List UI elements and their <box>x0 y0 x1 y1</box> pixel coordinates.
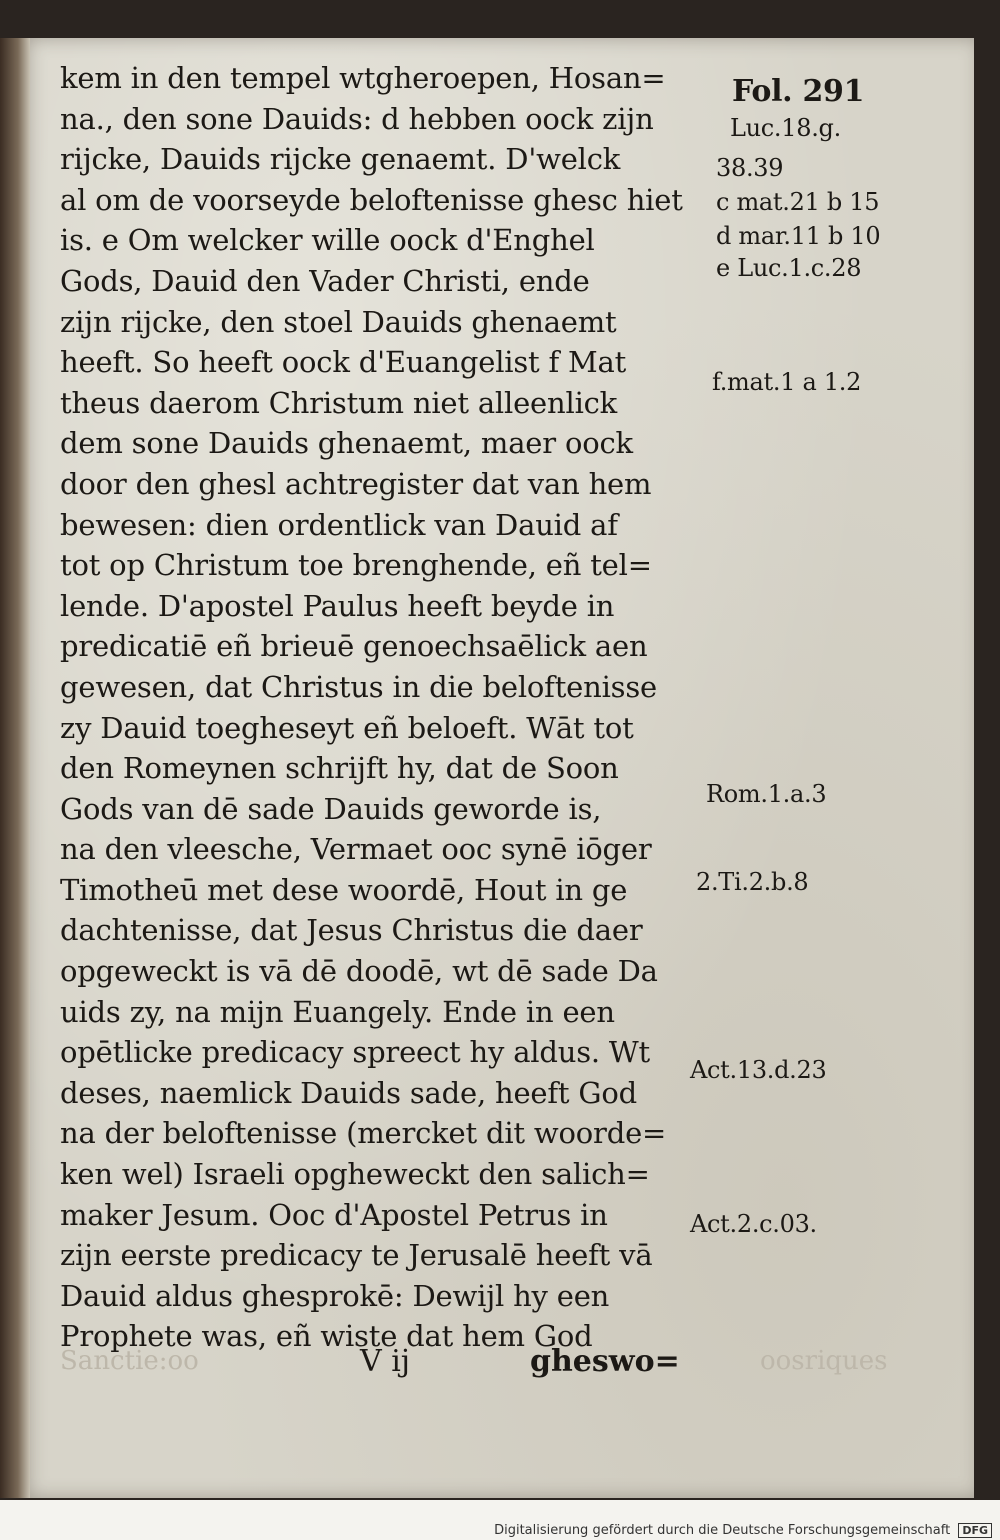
text-line: zijn rijcke, den stoel Dauids ghenaemt <box>60 304 617 339</box>
text-line: Gods van dē sade Dauids geworde is, <box>60 791 602 826</box>
margin-note: Act.2.c.03. <box>690 1210 817 1238</box>
text-line: Timotheū met dese woordē, Hout in ge <box>60 872 628 907</box>
body-text <box>60 58 720 1357</box>
signature-mark: V ij <box>360 1344 411 1379</box>
text-line: na den vleesche, Vermaet ooc synē iōger <box>60 832 652 867</box>
text-line: opētlicke predicacy spreect hy aldus. Wt <box>60 1035 650 1070</box>
dfg-logo: DFG <box>958 1523 992 1538</box>
text-line: rijcke, Dauids rijcke genaemt. D'welck <box>60 142 621 177</box>
text-line: uids zy, na mijn Euangely. Ende in een <box>60 994 615 1029</box>
text-line: tot op Christum toe brenghende, eñ tel= <box>60 548 652 583</box>
text-line: bewesen: dien ordentlick van Dauid af <box>60 507 618 542</box>
text-line: den Romeynen schrijft hy, dat de Soon <box>60 751 619 786</box>
text-line: deses, naemlick Dauids sade, heeft God <box>60 1075 637 1110</box>
text-line: Prophete was, eñ wiste dat hem God <box>60 1319 593 1354</box>
text-line: dem sone Dauids ghenaemt, maer oock <box>60 426 633 461</box>
text-line: na., den sone Dauids: d hebben oock zijn <box>60 101 654 136</box>
folio-number: Fol. 291 <box>732 74 865 109</box>
bleed-through-text: oosriques <box>760 1346 888 1376</box>
text-line: heeft. So heeft oock d'Euangelist f Mat <box>60 345 627 380</box>
text-line: opgeweckt is vā dē doodē, wt dē sade Da <box>60 954 658 989</box>
text-line: kem in den tempel wtgheroepen, Hosan= <box>60 61 666 95</box>
margin-note: 38.39 <box>716 154 784 182</box>
margin-note: d mar.11 b 10 <box>716 222 881 250</box>
margin-note: Luc.18.g. <box>730 114 841 142</box>
text-line: Gods, Dauid den Vader Christi, ende <box>60 263 590 298</box>
bleed-through-text: Sanctie:oo <box>60 1346 199 1376</box>
credit-text: Digitalisierung gefördert durch die Deutsche Forschungsgemeinschaft <box>494 1523 951 1538</box>
text-line: dachtenisse, dat Jesus Christus die daer <box>60 913 643 948</box>
margin-note: Rom.1.a.3 <box>706 780 827 808</box>
text-line: Dauid aldus ghesprokē: Dewijl hy een <box>60 1278 610 1313</box>
text-line: na der beloftenisse (mercket dit woorde= <box>60 1116 667 1151</box>
margin-note: e Luc.1.c.28 <box>716 254 862 282</box>
text-line: zijn eerste predicacy te Jerusalē heeft vā <box>60 1238 653 1273</box>
funding-credit <box>494 1523 992 1538</box>
margin-note: c mat.21 b 15 <box>716 188 880 216</box>
text-line: gewesen, dat Christus in die beloftenisse <box>60 669 657 704</box>
text-line: lende. D'apostel Paulus heeft beyde in <box>60 588 615 623</box>
margin-note: Act.13.d.23 <box>690 1056 827 1084</box>
text-line: predicatiē eñ brieuē genoechsaēlick aen <box>60 629 648 664</box>
text-line: door den ghesl achtregister dat van hem <box>60 466 652 501</box>
text-line: maker Jesum. Ooc d'Apostel Petrus in <box>60 1197 608 1232</box>
catchword: gheswo= <box>530 1344 680 1379</box>
text-line: is. e Om welcker wille oock d'Enghel <box>60 223 595 258</box>
text-line: al om de voorseyde beloftenisse ghesc hiet <box>60 182 683 217</box>
book-spine <box>0 38 30 1498</box>
margin-note: f.mat.1 a 1.2 <box>712 368 862 396</box>
text-line: ken wel) Israeli opgheweckt den salich= <box>60 1157 650 1192</box>
text-line: zy Dauid toegheseyt eñ beloeft. Wāt tot <box>60 710 634 745</box>
margin-note: 2.Ti.2.b.8 <box>696 868 809 896</box>
text-line: theus daerom Christum niet alleenlick <box>60 385 618 420</box>
